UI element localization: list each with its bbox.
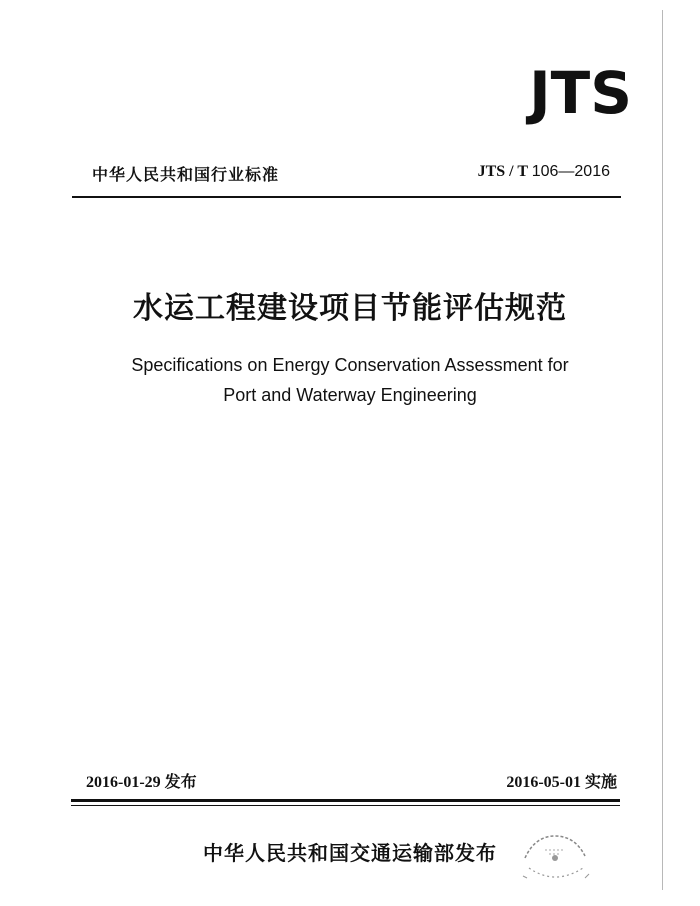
footer-divider-thick [71, 799, 620, 802]
official-seal-icon [515, 828, 595, 890]
issue-date: 2016-01-29 发布 [86, 774, 197, 791]
title-english-line-2: Port and Waterway Engineering [223, 385, 477, 405]
publisher: 中华人民共和国交通运输部发布 [203, 841, 497, 865]
page-edge-line [662, 10, 663, 890]
title-chinese: 水运工程建设项目节能评估规范 [133, 291, 567, 326]
header-divider [72, 196, 621, 198]
implementation-date: 2016-05-01 实施 [506, 774, 617, 791]
title-english [0, 350, 700, 410]
jts-logo: JTS [529, 59, 632, 127]
standard-type: 中华人民共和国行业标准 [92, 165, 280, 184]
standard-number [430, 163, 610, 181]
standard-year: 106—2016 [531, 163, 610, 180]
footer-divider-thin [71, 805, 620, 806]
title-english-line-1: Specifications on Energy Conservation Assessment for [131, 355, 569, 375]
standard-code: JTS / T [477, 163, 532, 180]
